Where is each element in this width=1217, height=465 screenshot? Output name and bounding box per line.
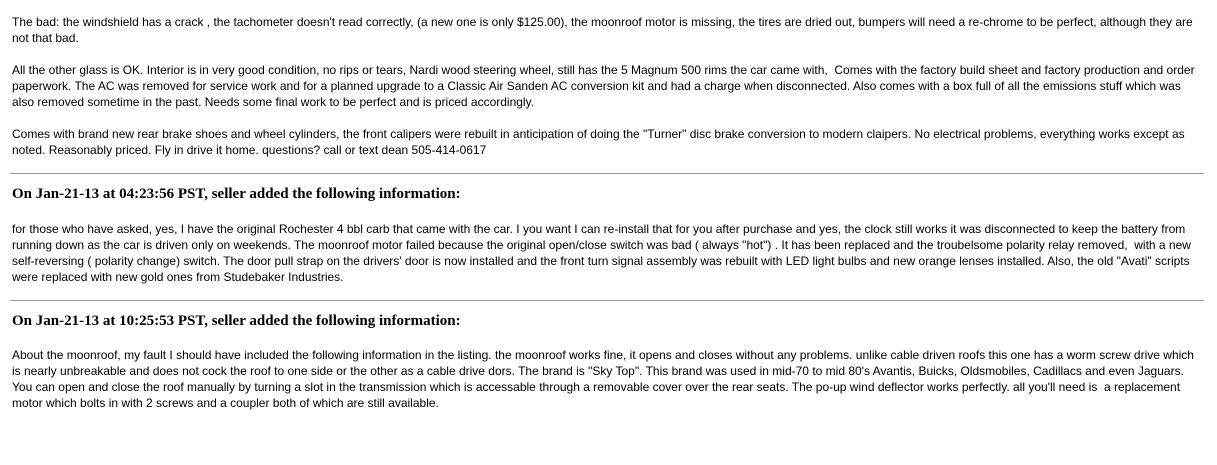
- description-paragraph-brakes-contact: Comes with brand new rear brake shoes and wheel cylinders, the front calipers were rebuilt in anticipation of doing the "Turner" disc brake conversion to modern claipers. No electrical problems, everything works except as noted. Reasonably priced. Fly in drive it home. questions? call or text dean 505-414-0617: [12, 127, 1188, 157]
- section-divider: [10, 300, 1204, 301]
- listing-description: [12, 14, 1198, 411]
- seller-update-1: [12, 185, 1198, 285]
- update-heading: On Jan-21-13 at 10:25:53 PST, seller added the following information:: [12, 313, 461, 329]
- update-heading: On Jan-21-13 at 04:23:56 PST, seller added the following information:: [12, 186, 461, 202]
- description-paragraph-problems: The bad: the windshield has a crack , the tachometer doesn't read correctly, (a new one is only $125.00), the moonroof motor is missing, the tires are dried out, bumpers will need a re-chrome to be perfect, although they are not that bad.: [12, 15, 1197, 45]
- seller-update-2: [12, 312, 1198, 411]
- update-body: for those who have asked, yes, I have the original Rochester 4 bbl carb that came with the car. I you want I can re-install that for you after purchase and yes, the clock still works it was disconnected to keep the battery from running down as the car is driven only on weekends. The moonroof motor failed because the original open/close switch was bad ( always "hot") . It has been replaced and the troubelsome polarity relay removed, with a new self-reversing ( polarity change) switch. The door pull strap on the drivers' door is now installed and the front turn signal assembly was rebuilt with LED light bulbs and new orange lenses installed. Also, the old "Avati" scripts were replaced with new gold ones from Studebaker Industries.: [12, 222, 1195, 284]
- update-body: About the moonroof, my fault I should have included the following information in the listing. the moonroof works fine, it opens and closes without any problems. unlike cable driven roofs this one has a worm screw drive which is nearly unbreakable and does not cock the roof to one side or the other as a cable drive dors. The brand is "Sky Top". This brand was used in mid-70 to mid 80's Avantis, Buicks, Oldsmobiles, Cadillacs and even Jaguars. You can open and close the roof manually by turning a slot in the transmission which is accessable through a removable cover over the rear seats. The po-up wind deflector works perfectly. all you'll need is a replacement motor which bolts in with 2 screws and a coupler both of which are still available.: [12, 348, 1198, 410]
- section-divider: [10, 173, 1204, 174]
- description-paragraph-condition: All the other glass is OK. Interior is in very good condition, no rips or tears, Nardi wood steering wheel, still has the 5 Magnum 500 rims the car came with, Comes with the factory build sheet and factory production and order paperwork. The AC was removed for service work and for a planned upgrade to a Classic Air Sanden AC conversion kit and had a charge when disconnected. Also comes with a box full of all the emissions stuff which was also removed sometime in the past. Needs some final work to be perfect and is priced accordingly.: [12, 63, 1198, 109]
